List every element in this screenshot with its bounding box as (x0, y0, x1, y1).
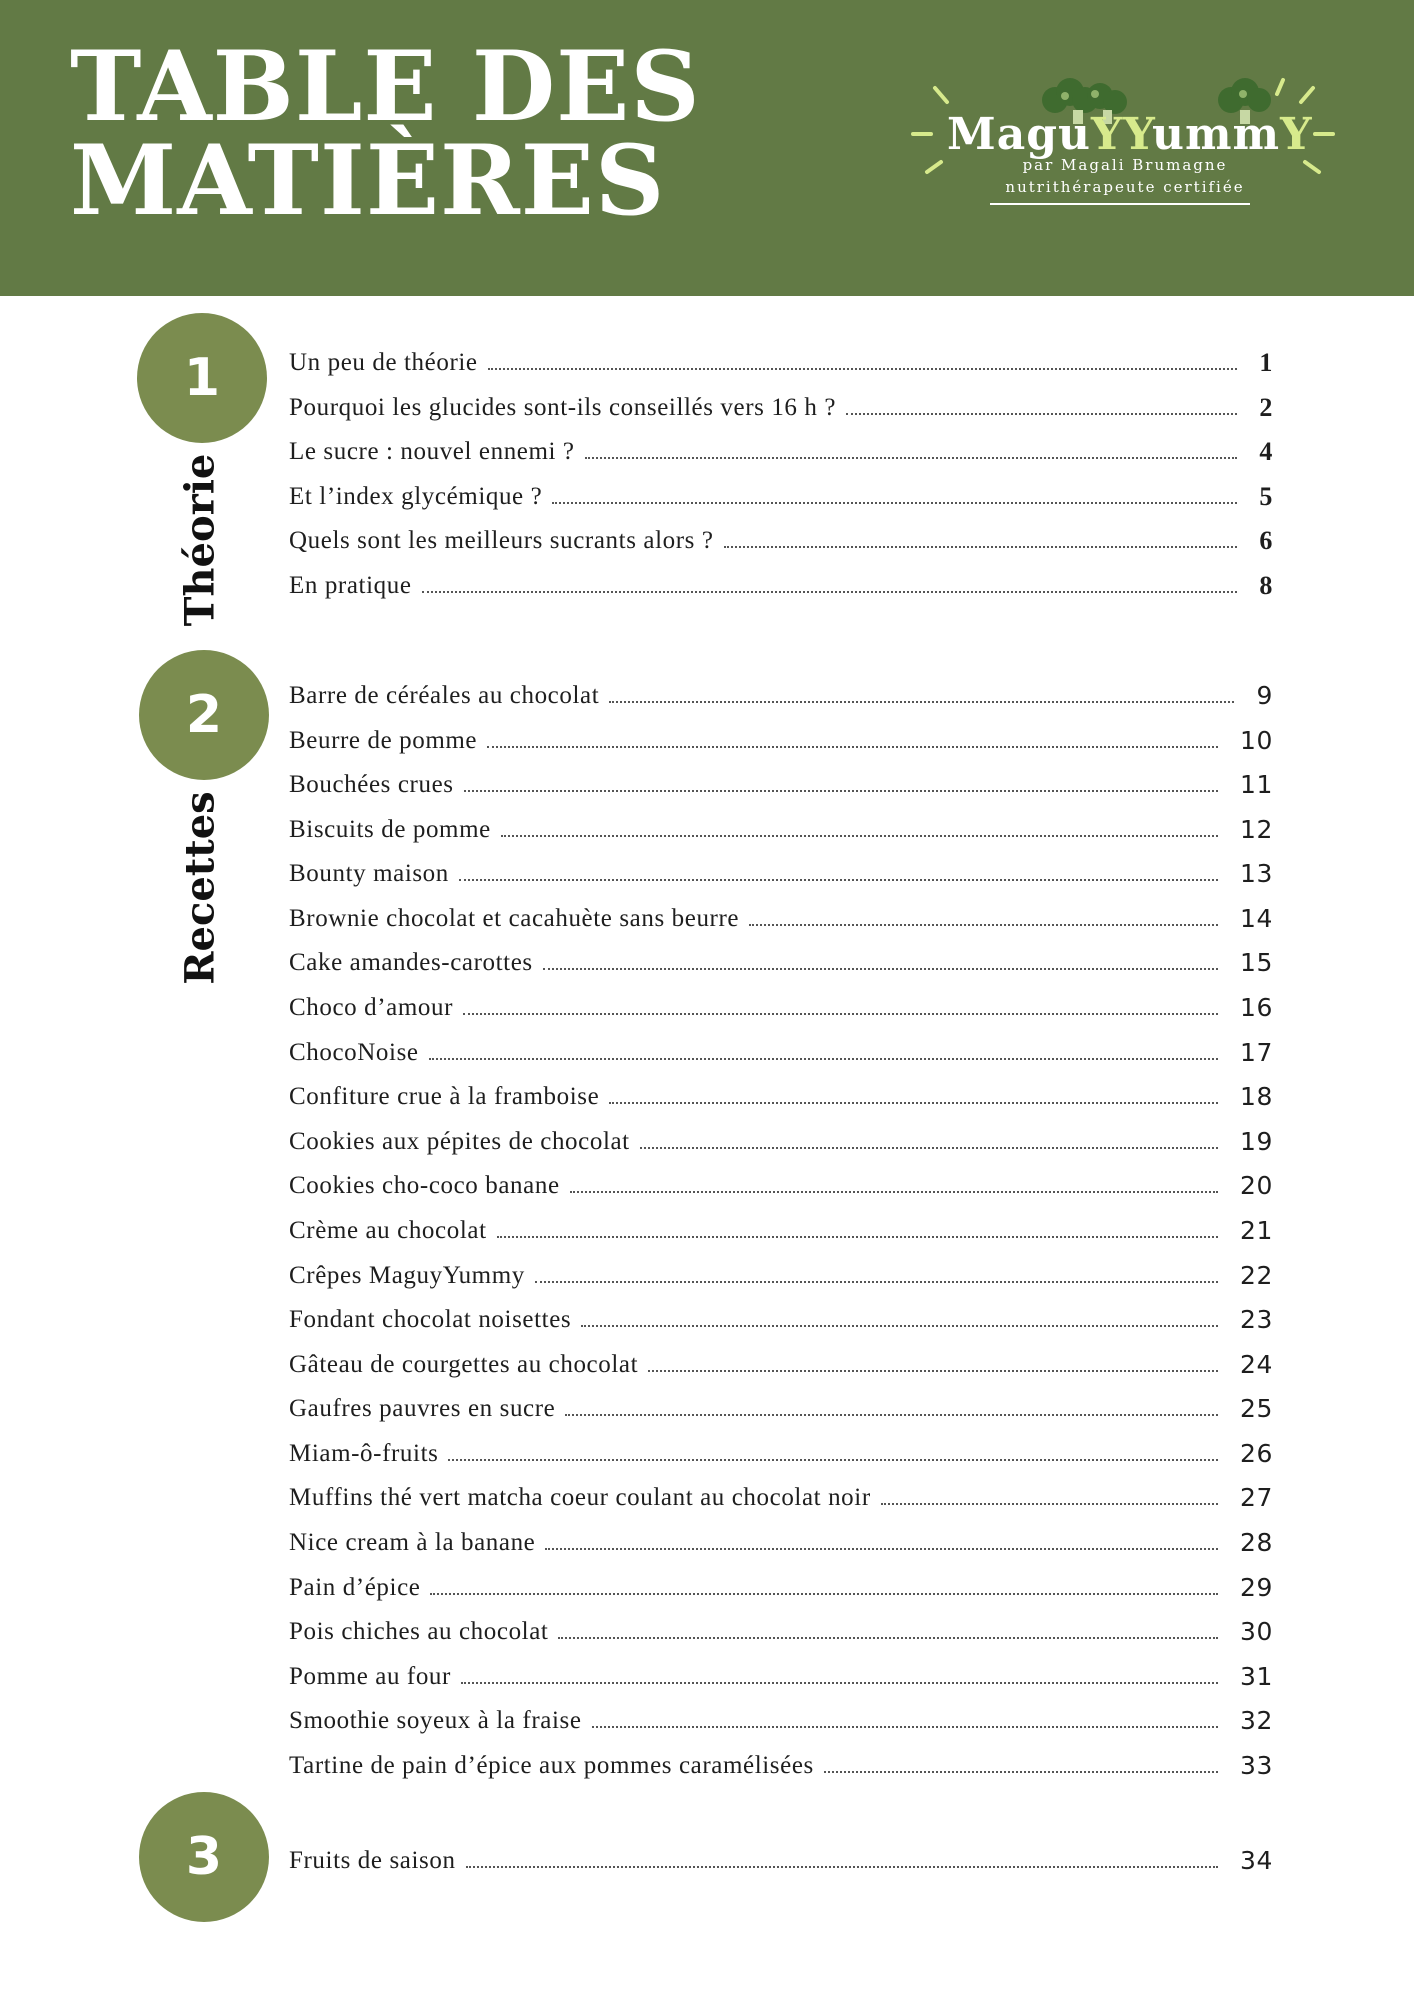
toc-entry[interactable] (289, 430, 1273, 474)
toc-leader-dots (609, 701, 1234, 703)
toc-entry-page: 12 (1239, 815, 1273, 844)
toc-leader-dots (640, 1147, 1218, 1149)
toc-entry-page: 13 (1239, 859, 1273, 888)
toc-leader-dots (724, 546, 1237, 548)
toc-entry-page: 1 (1259, 348, 1273, 377)
logo-subtitle-role: nutrithérapeute certifiée (1005, 178, 1245, 196)
toc-entry[interactable] (289, 1120, 1273, 1164)
toc-leader-dots (535, 1281, 1218, 1283)
toc-leader-dots (429, 1058, 1218, 1060)
toc-entry-page: 2 (1259, 393, 1273, 422)
toc-entry-title: Fondant chocolat noisettes (289, 1306, 572, 1333)
toc-entry[interactable] (289, 1521, 1273, 1565)
toc-entry-page: 34 (1239, 1846, 1273, 1875)
toc-entry-page: 5 (1259, 482, 1273, 511)
toc-entry[interactable] (289, 519, 1273, 563)
toc-leader-dots (581, 1325, 1218, 1327)
toc-entry-title: Crème au chocolat (289, 1217, 487, 1244)
toc-entry-title: Confiture crue à la framboise (289, 1083, 600, 1110)
toc-entry[interactable] (289, 1432, 1273, 1476)
toc-leader-dots (501, 835, 1218, 837)
toc-entry[interactable] (289, 564, 1273, 608)
toc-entry[interactable] (289, 1839, 1273, 1883)
page-title (70, 30, 701, 237)
toc-entry-page: 4 (1259, 437, 1273, 466)
toc-leader-dots (881, 1503, 1218, 1505)
toc-entry-title: Brownie chocolat et cacahuète sans beurre (289, 905, 740, 932)
toc-leader-dots (459, 879, 1218, 881)
toc-entry-page: 23 (1239, 1305, 1273, 1334)
toc-entry-title: Pois chiches au chocolat (289, 1618, 549, 1645)
toc-entry-page: 33 (1239, 1751, 1273, 1780)
toc-entry-title: Gaufres pauvres en sucre (289, 1395, 556, 1422)
toc-entry[interactable] (289, 1031, 1273, 1075)
toc-entry-page: 19 (1239, 1127, 1273, 1156)
toc-leader-dots (824, 1771, 1218, 1773)
toc-entry-title: Cookies aux pépites de chocolat (289, 1128, 630, 1155)
toc-entry-page: 30 (1239, 1617, 1273, 1646)
toc-entry[interactable] (289, 1209, 1273, 1253)
toc-entry[interactable] (289, 986, 1273, 1030)
toc-leader-dots (545, 1548, 1218, 1550)
section-badge-1: 1 (137, 313, 267, 443)
toc-entry[interactable] (289, 1699, 1273, 1743)
logo-wordmark: MaguYYummY (947, 109, 1313, 160)
toc-entry-page: 9 (1256, 681, 1273, 710)
toc-entry[interactable] (289, 1387, 1273, 1431)
toc-entry-title: Pourquoi les glucides sont-ils conseillés vers 16 h ? (289, 394, 837, 421)
toc-entry-title: Cookies cho-coco banane (289, 1172, 560, 1199)
toc-entry-title: Biscuits de pomme (289, 816, 491, 843)
toc-entry-title: Choco d’amour (289, 994, 454, 1021)
toc-entry[interactable] (289, 941, 1273, 985)
toc-entry[interactable] (289, 1655, 1273, 1699)
toc-entry[interactable] (289, 475, 1273, 519)
toc-leader-dots (648, 1370, 1218, 1372)
toc-entry[interactable] (289, 1744, 1273, 1788)
toc-leader-dots (592, 1726, 1218, 1728)
toc-entry-page: 27 (1239, 1483, 1273, 1512)
toc-entry-title: Fruits de saison (289, 1847, 456, 1874)
toc-entry-page: 8 (1259, 571, 1273, 600)
toc-leader-dots (497, 1236, 1218, 1238)
toc-entry-page: 17 (1239, 1038, 1273, 1067)
toc-leader-dots (463, 1013, 1218, 1015)
toc-entry-title: Beurre de pomme (289, 727, 478, 754)
toc-entry-page: 16 (1239, 993, 1273, 1022)
toc-entry-page: 10 (1239, 726, 1273, 755)
header-banner (0, 0, 1414, 296)
toc-leader-dots (552, 502, 1237, 504)
toc-entry[interactable] (289, 1075, 1273, 1119)
toc-entry-title: Muffins thé vert matcha coeur coulant au chocolat noir (289, 1484, 871, 1511)
toc-leader-dots (585, 457, 1237, 459)
toc-entry-page: 6 (1259, 526, 1273, 555)
toc-leader-dots (558, 1637, 1218, 1639)
toc-leader-dots (570, 1191, 1218, 1193)
page-title-line-2: MATIÈRES (70, 124, 666, 237)
toc-entry[interactable] (289, 1164, 1273, 1208)
toc-entry[interactable] (289, 763, 1273, 807)
toc-entry[interactable] (289, 1476, 1273, 1520)
toc-entry-title: Bouchées crues (289, 771, 454, 798)
toc-entry[interactable] (289, 341, 1273, 385)
toc-entry-page: 29 (1239, 1573, 1273, 1602)
toc-entry-page: 15 (1239, 948, 1273, 977)
toc-entry-title: ChocoNoise (289, 1039, 419, 1066)
toc-leader-dots (488, 368, 1237, 370)
toc-entry-title: Pomme au four (289, 1663, 451, 1690)
toc-entry-title: Nice cream à la banane (289, 1529, 536, 1556)
toc-entry-title: Barre de céréales au chocolat (289, 682, 600, 709)
logo-subtitle-author: par Magali Brumagne (1022, 156, 1228, 174)
toc-entry-title: Et l’index glycémique ? (289, 483, 543, 510)
section-label-theorie: Théorie (176, 453, 224, 627)
toc-entry[interactable] (289, 1610, 1273, 1654)
toc-entry-page: 20 (1239, 1171, 1273, 1200)
toc-entry-page: 18 (1239, 1082, 1273, 1111)
section-badge-3: 3 (139, 1792, 269, 1922)
toc-leader-dots (543, 968, 1218, 970)
toc-entry-page: 21 (1239, 1216, 1273, 1245)
section-badge-2: 2 (139, 650, 269, 780)
toc-entry[interactable] (289, 674, 1273, 718)
page-title-line-1: TABLE DES (70, 30, 701, 143)
toc-entry-title: En pratique (289, 572, 412, 599)
toc-entry-title: Smoothie soyeux à la fraise (289, 1707, 582, 1734)
toc-entry-page: 14 (1239, 904, 1273, 933)
toc-entry[interactable] (289, 719, 1273, 763)
toc-leader-dots (749, 924, 1218, 926)
logo-underline (990, 203, 1250, 205)
toc-entry[interactable] (289, 1343, 1273, 1387)
toc-leader-dots (466, 1866, 1218, 1868)
toc-entry[interactable] (289, 852, 1273, 896)
toc-entry-title: Un peu de théorie (289, 349, 478, 376)
toc-leader-dots (565, 1414, 1218, 1416)
toc-leader-dots (422, 591, 1237, 593)
toc-entry-page: 25 (1239, 1394, 1273, 1423)
toc-entry-page: 32 (1239, 1706, 1273, 1735)
brand-logo (905, 70, 1345, 220)
toc-entry-page: 26 (1239, 1439, 1273, 1468)
toc-leader-dots (846, 413, 1237, 415)
toc-entry-title: Le sucre : nouvel ennemi ? (289, 438, 575, 465)
toc-entry[interactable] (289, 386, 1273, 430)
toc-entry-title: Gâteau de courgettes au chocolat (289, 1351, 639, 1378)
toc-entry[interactable] (289, 1298, 1273, 1342)
toc-entry-title: Crêpes MaguyYummy (289, 1262, 525, 1289)
toc-leader-dots (464, 790, 1218, 792)
toc-leader-dots (461, 1682, 1218, 1684)
toc-entry-page: 22 (1239, 1261, 1273, 1290)
toc-entry[interactable] (289, 1254, 1273, 1298)
toc-entry[interactable] (289, 1566, 1273, 1610)
toc-entry[interactable] (289, 808, 1273, 852)
toc-entry-title: Pain d’épice (289, 1574, 421, 1601)
toc-entry-title: Bounty maison (289, 860, 449, 887)
toc-leader-dots (487, 746, 1218, 748)
toc-entry-page: 11 (1239, 770, 1273, 799)
toc-leader-dots (609, 1102, 1218, 1104)
toc-entry-page: 31 (1239, 1662, 1273, 1691)
toc-leader-dots (430, 1593, 1218, 1595)
toc-entry-title: Tartine de pain d’épice aux pommes caramélisées (289, 1752, 814, 1779)
toc-entry[interactable] (289, 897, 1273, 941)
toc-entry-page: 28 (1239, 1528, 1273, 1557)
toc-leader-dots (448, 1459, 1218, 1461)
section-label-recettes: Recettes (176, 791, 224, 985)
toc-entry-title: Miam-ô-fruits (289, 1440, 439, 1467)
toc-entry-title: Cake amandes-carottes (289, 949, 533, 976)
toc-entry-page: 24 (1239, 1350, 1273, 1379)
toc-entry-title: Quels sont les meilleurs sucrants alors ? (289, 527, 714, 554)
